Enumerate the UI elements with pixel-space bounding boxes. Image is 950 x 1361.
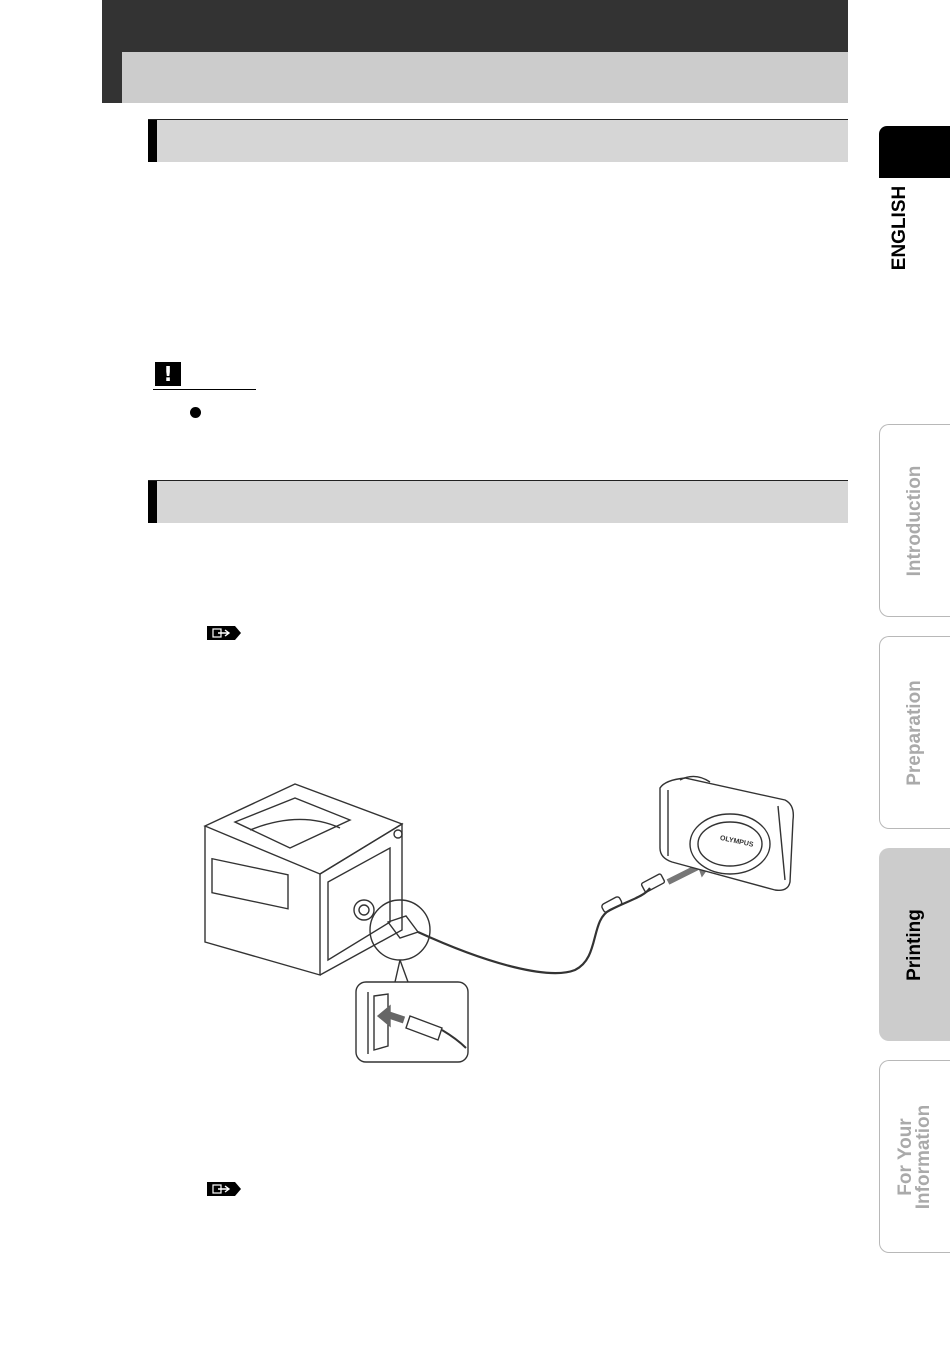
printer-drawing xyxy=(205,784,402,975)
page-header-light-band xyxy=(122,52,848,103)
tab-english-marker xyxy=(879,126,950,178)
tab-english-label: ENGLISH xyxy=(889,185,910,271)
reference-icon xyxy=(207,626,241,640)
tab-printing[interactable] xyxy=(879,848,950,1041)
tab-for-your-information[interactable] xyxy=(879,1060,950,1253)
caution-icon: ! xyxy=(155,362,181,386)
tab-introduction[interactable] xyxy=(879,424,950,617)
section-heading-bar-2 xyxy=(148,480,848,523)
tab-label: Printing xyxy=(904,908,925,981)
printer-camera-connection-illustration xyxy=(190,770,810,1070)
bullet-icon xyxy=(190,407,201,418)
section-accent xyxy=(148,120,157,162)
usb-cable xyxy=(418,888,650,973)
tab-label: For Your Information xyxy=(895,1104,934,1209)
caution-underline xyxy=(153,389,256,390)
section-heading-bar-1 xyxy=(148,119,848,162)
tab-label: Introduction xyxy=(904,465,925,576)
tab-preparation[interactable] xyxy=(879,636,950,829)
section-accent xyxy=(148,481,157,523)
zoom-circle xyxy=(370,900,430,960)
camera-brand-label: OLYMPUS xyxy=(719,834,754,849)
inset-detail-box xyxy=(356,982,468,1062)
tab-label: Preparation xyxy=(904,679,925,786)
reference-icon xyxy=(207,1182,241,1196)
